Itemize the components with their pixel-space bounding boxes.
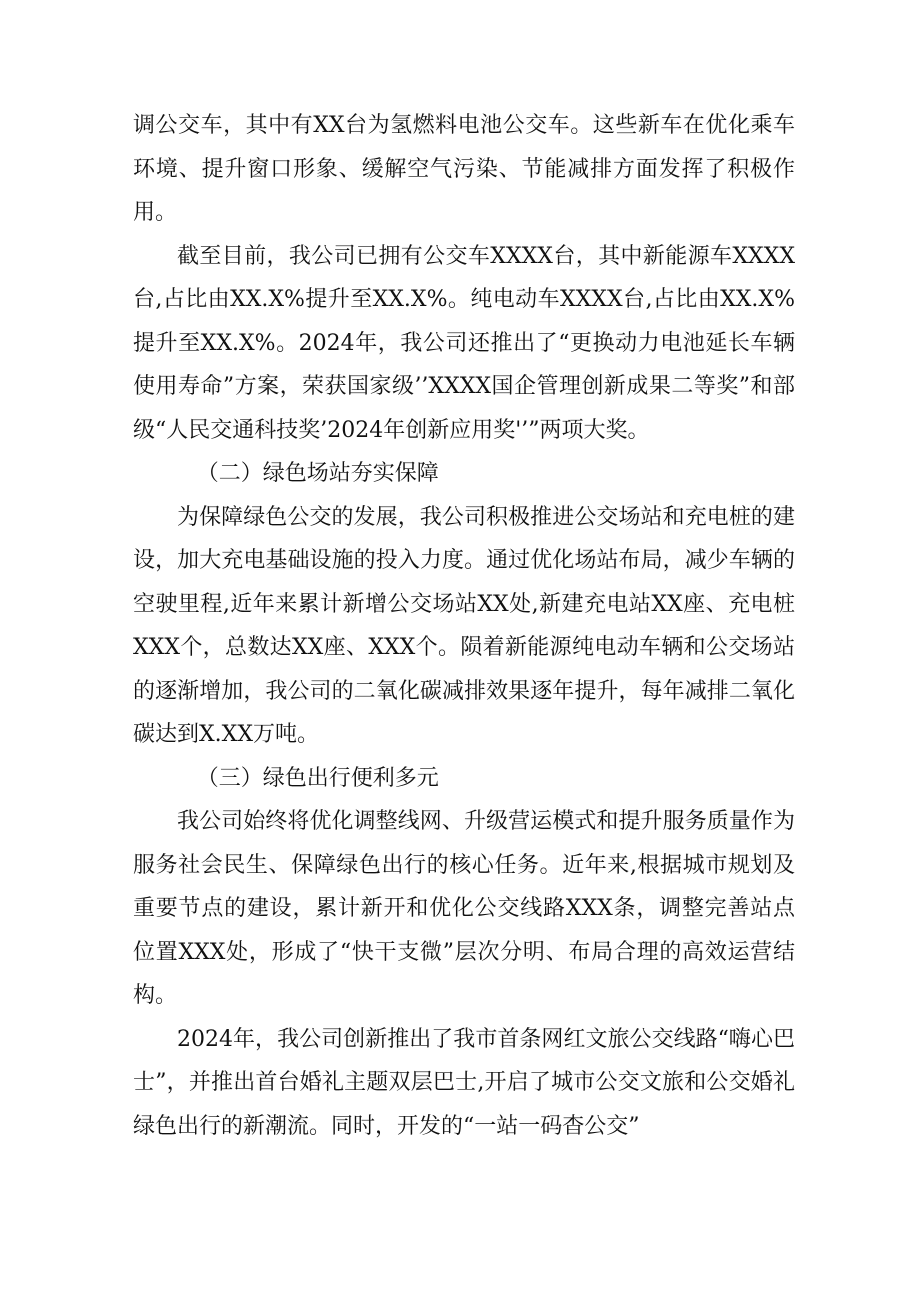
paragraph-route-network: 我公司始终将优化调整线网、升级营运模式和提升服务质量作为服务社会民生、保障绿色出行的核心任务。近年来,根据城市规划及重要节点的建设，累计新开和优化公交线路XXX条，调整完善站点位置XXX处，形成了“快干支微”层次分明、布局合理的高效运营结构。 [133,809,795,1008]
section-heading-green-stations: （二）绿色场站夯实保障 [196,461,439,486]
document-body [133,104,795,1148]
paragraph-tourism-bus-line: 2024年，我公司创新推出了我市首条网红文旅公交线路“嗨心巴士”，并推出首台婚礼主题双层巴士,开启了城市公交文旅和公交婚礼绿色出行的新潮流。同时，开发的“一站一码杳公交” [133,1026,795,1139]
paragraph-charging-stations: 为保障绿色公交的发展，我公司积极推进公交场站和充电桩的建设，加大充电基础设施的投入力度。通过优化场站布局，减少车辆的空驶里程,近年来累计新增公交场站XX处,新建充电站XX座、充电桩XXX个，总数达XX座、XXX个。陨着新能源纯电动车辆和公交场站的逐渐增加，我公司的二氧化碳减排效果逐年提升，每年减排二氧化碳达到X.XX万吨。 [133,504,795,747]
section-heading-green-travel: （三）绿色出行便利多元 [196,765,439,791]
paragraph-hydrogen-buses: 调公交车，其中有XX台为氢燃料电池公交车。这些新车在优化乘车环境、提升窗口形象、缓解空气污染、节能减排方面发挥了积极作用。 [133,113,795,225]
paragraph-fleet-statistics: 截至目前，我公司已拥有公交车XXXX台，其中新能源车XXXX台,占比由XX.X%提升至XX.X%。纯电动车XXXX台,占比由XX.X%提升至XX.X%。2024年，我公司还推出了“更换动力电池延长车辆使用寿命”方案，荣获国家级’’XXXX国企管理创新成果二等奖”和部级“人民交通科技奖’2024年创新应用奖'’”两项大奖。 [133,243,795,443]
